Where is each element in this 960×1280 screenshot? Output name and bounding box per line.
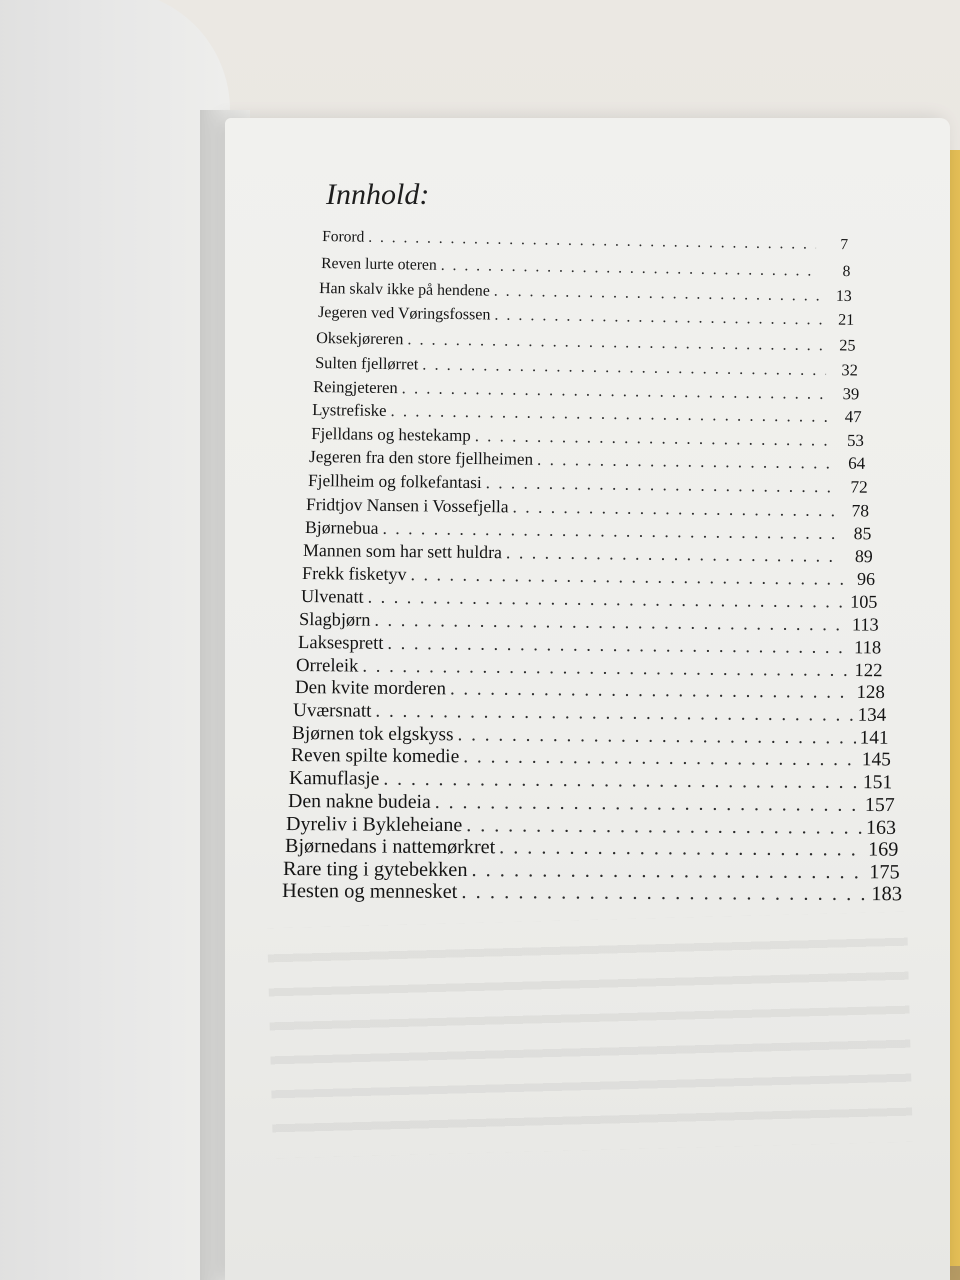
toc-entry	[309, 447, 865, 474]
toc-entry	[312, 400, 862, 427]
toc-entry-page: 8	[842, 262, 851, 280]
toc-leader-dots	[461, 881, 867, 906]
toc-leader-dots	[463, 747, 858, 772]
toc-entry	[311, 424, 864, 451]
toc-leader-dots	[474, 426, 831, 451]
toc-entry-page: 128	[856, 682, 885, 704]
toc-entry-page: 53	[846, 430, 864, 450]
toc-entry-page: 47	[844, 407, 862, 427]
toc-entry	[321, 255, 851, 281]
toc-leader-dots	[485, 473, 835, 497]
toc-entry-page: 113	[851, 614, 880, 635]
toc-entry-page: 25	[839, 336, 856, 355]
toc-title: Innhold:	[326, 178, 430, 211]
toc-entry-title: Orreleik	[296, 654, 359, 677]
toc-entry-title: Lystrefiske	[312, 400, 387, 421]
toc-entry-page: 118	[853, 637, 881, 659]
toc-entry	[308, 471, 868, 498]
toc-entry-title: Forord	[322, 228, 365, 246]
toc-entry-page: 141	[859, 727, 889, 749]
toc-entry-title: Den nakne budeia	[287, 790, 431, 814]
toc-entry-page: 145	[861, 749, 891, 771]
toc-leader-dots	[457, 724, 855, 749]
toc-entry-page: 13	[835, 287, 853, 305]
toc-entry-page: 64	[848, 453, 866, 474]
toc-entry-page: 105	[849, 591, 878, 612]
toc-entry-title: Hesten og mennesket	[282, 880, 458, 903]
toc-entry-page: 157	[864, 794, 895, 817]
toc-entry-page: 7	[840, 236, 849, 254]
toc-entry-page: 39	[842, 383, 860, 403]
toc-leader-dots	[506, 542, 841, 567]
toc-entry-page: 32	[841, 360, 858, 380]
toc-leader-dots	[422, 354, 826, 380]
toc-entry-page: 21	[837, 311, 854, 330]
toc-entry	[319, 280, 852, 306]
toc-entry-title: Reven spilte komedie	[290, 745, 459, 768]
toc-entry-title: Reven lurte oteren	[320, 254, 437, 274]
toc-entry-title: Fjellheim og folkefantasi	[307, 470, 482, 492]
toc-entry-title: Frekk fisketyv	[302, 563, 407, 585]
toc-entry-page: 78	[851, 500, 870, 521]
toc-entry-page: 96	[856, 568, 876, 590]
toc-entry-page: 175	[869, 860, 901, 884]
toc-leader-dots	[537, 450, 833, 474]
toc-entry-page: 89	[855, 546, 874, 567]
toc-entry-title: Jegeren fra den store fjellheimen	[309, 447, 534, 470]
toc-leader-dots	[513, 496, 838, 521]
toc-entry-title: Han skalv ikke på hendene	[319, 279, 491, 300]
toc-entry-title: Bjørnedans i nattemørkret	[284, 835, 496, 859]
toc-entry-title: Sulten fjellørret	[314, 352, 419, 374]
toc-leader-dots	[499, 837, 864, 862]
toc-entry-page: 134	[857, 704, 887, 726]
toc-entry	[318, 304, 854, 330]
toc-entry	[299, 609, 879, 636]
toc-entry	[322, 228, 848, 254]
toc-entry-title: Ulvenatt	[300, 586, 364, 607]
toc-entry-title: Jegeren ved Vøringsfossen	[317, 304, 491, 324]
toc-entry-title: Kamuflasje	[289, 767, 380, 790]
toc-entry-page: 122	[854, 659, 883, 681]
toc-leader-dots	[390, 401, 829, 427]
toc-entry-page: 85	[853, 523, 872, 544]
toc-entry-title: Fridtjov Nansen i Vossefjella	[306, 493, 509, 517]
toc-entry-title: Rare ting i gytebekken	[283, 857, 469, 881]
toc-entry-title: Bjørnebua	[304, 517, 379, 538]
toc-leader-dots	[434, 791, 860, 817]
toc-leader-dots	[440, 256, 818, 280]
toc-leader-dots	[367, 587, 845, 613]
toc-leader-dots	[472, 859, 866, 884]
toc-leader-dots	[383, 768, 859, 793]
toc-leader-dots	[387, 633, 849, 659]
toc-leader-dots	[494, 307, 822, 330]
toc-entry-title: Mannen som har sett huldra	[303, 540, 503, 563]
toc-leader-dots	[374, 610, 847, 636]
toc-entry-title: Oksekjøreren	[316, 328, 404, 348]
toc-entry-title: Bjørnen tok elgskyss	[292, 722, 454, 745]
toc-entry	[313, 377, 859, 404]
toc-entry-title: Slagbjørn	[299, 609, 371, 630]
toc-entry	[316, 329, 856, 356]
toc-entry	[282, 880, 902, 906]
toc-leader-dots	[494, 282, 820, 305]
toc-leader-dots	[410, 564, 843, 590]
toc-leader-dots	[402, 378, 828, 404]
toc-leader-dots	[450, 679, 853, 704]
toc-entry-page: 183	[871, 883, 903, 906]
toc-entry	[315, 353, 858, 381]
toc-leader-dots	[376, 701, 854, 727]
toc-leader-dots	[368, 229, 816, 254]
toc-entry-title: Reingjeteren	[313, 376, 399, 397]
toc-entry-page: 151	[862, 771, 893, 794]
toc-leader-dots	[408, 330, 824, 355]
toc-entry-title: Uværsnatt	[293, 700, 372, 722]
toc-entry-title: Dyreliv i Bykleheiane	[286, 812, 463, 836]
toc-leader-dots	[382, 518, 839, 544]
toc-entry-title: Laksesprett	[297, 631, 384, 654]
toc-entry-title: Den kvite morderen	[294, 677, 446, 700]
toc-entry-page: 169	[867, 838, 899, 861]
toc-entry-page: 72	[849, 477, 868, 497]
toc-entry-page: 163	[866, 816, 897, 839]
toc-entry-title: Fjelldans og hestekamp	[310, 423, 471, 445]
